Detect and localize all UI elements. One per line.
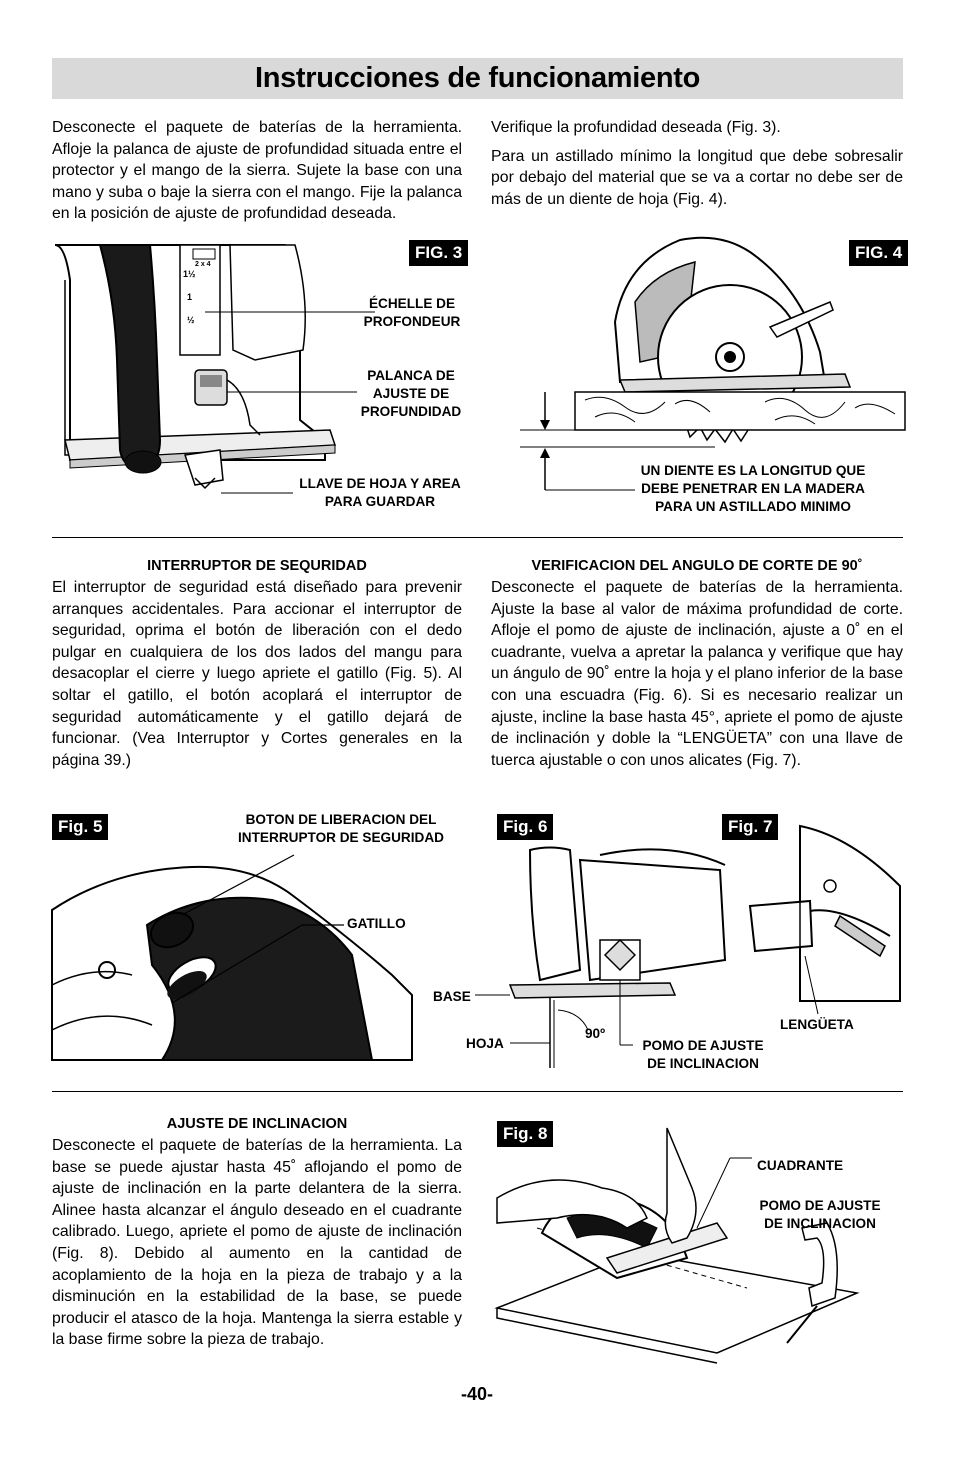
fig4-tag: FIG. 4 bbox=[849, 240, 908, 266]
fig6-tag: Fig. 6 bbox=[497, 814, 553, 840]
fig8-tag: Fig. 8 bbox=[497, 1121, 553, 1147]
fig5-label-release: BOTON DE LIBERACION DEL INTERRUPTOR DE SEGURIDAD bbox=[238, 812, 444, 845]
page-title: Instrucciones de funcionamiento bbox=[254, 62, 701, 94]
scale-mark-2x4: 2 x 4 bbox=[195, 261, 211, 268]
intro-right-paragraph-2: Para un astillado mínimo la longitud que debe sobresalir por debajo del material que se va a cortar no debe ser de más de un diente de hoja (Fig. 4). bbox=[491, 147, 903, 208]
fig3-scale-marks bbox=[159, 260, 211, 325]
fig7-label-tab: LENGÜETA bbox=[780, 1017, 854, 1032]
fig3-tag: FIG. 3 bbox=[409, 240, 468, 266]
fig5-label-trigger: GATILLO bbox=[347, 916, 406, 931]
fig4-illustration bbox=[515, 232, 905, 492]
intro-right-text bbox=[491, 117, 903, 210]
title-bar bbox=[52, 58, 903, 99]
safety-heading: INTERRUPTOR DE SEQURIDAD bbox=[147, 558, 367, 574]
safety-body: El interruptor de seguridad está diseñado para prevenir arranques accidentales. Para accionar el interruptor de seguridad, oprima el botón de liberación con el dedo pulgar en cualquiera de los dos lados del mangu para desacoplar el cierre y luego apriete el gatillo (Fig. 5). Al soltar el gatillo, el botón acoplará el interruptor de seguridad automáticamente y el gatillo dejará de funcionar. (Vea Interruptor y Cortes generales en la página 39.) bbox=[52, 579, 462, 769]
fig3-label-key: LLAVE DE HOJA Y AREA PARA GUARDAR bbox=[299, 476, 461, 509]
intro-left-text bbox=[52, 117, 462, 225]
page-number: -40- bbox=[460, 1384, 493, 1404]
fig7-illustration bbox=[740, 826, 905, 1016]
scale-mark-1-half: 1½ bbox=[183, 269, 196, 279]
fig7-tag: Fig. 7 bbox=[722, 814, 778, 840]
verify-body: Desconecte el paquete de baterías de la herramienta. Ajuste la base al valor de máxima profundidad de corte. Afloje el pomo de ajuste de inclinación, ajuste a 0˚ en el cuadrante, vuelva a apretar la palanca y verifique que hay un ángulo de 90˚ entre la hoja y el plano inferior de la base con una escuadra (Fig. 6). Si es necesario realizar un ajuste, incline la base hasta 45°, apriete el pomo de ajuste de inclinación y doble la “LENGÜETA” con una llave de tuerca ajustable o con unos alicates (Fig. 7). bbox=[491, 579, 903, 769]
intro-left-paragraph: Desconecte el paquete de baterías de la herramienta. Afloje la palanca de ajuste de profundidad situada entre el protector y el mango de la sierra. Sujete la base con una mano y suba o baje la sierra con el mango. Fije la palanca en la posición de ajuste de profundidad deseada. bbox=[52, 119, 462, 223]
section-divider bbox=[52, 537, 903, 538]
fig8-label-quadrant: CUADRANTE bbox=[757, 1158, 844, 1173]
fig6-label-angle: 90º bbox=[585, 1026, 606, 1041]
fig6-label-blade: HOJA bbox=[466, 1036, 504, 1051]
section-divider bbox=[52, 1091, 903, 1092]
scale-mark-1: 1 bbox=[187, 292, 193, 302]
fig4-caption: UN DIENTE ES LA LONGITUD QUE DEBE PENETRAR EN LA MADERA PARA UN ASTILLADO MINIMO bbox=[640, 463, 866, 514]
scale-mark-half: ½ bbox=[187, 315, 195, 325]
fig3-label-scale: ÉCHELLE DE PROFONDEUR bbox=[363, 296, 461, 329]
fig5-illustration bbox=[52, 855, 472, 1065]
intro-right-paragraph-1: Verifique la profundidad deseada (Fig. 3). bbox=[491, 119, 781, 136]
bevel-body: Desconecte el paquete de baterías de la herramienta. La base se puede ajustar hasta 45˚ aflojando el pomo de ajuste de inclinación en la parte delantera de la sierra. Alinee hasta alcanzar el ángulo deseado en el cuadrante calibrado. Luego, apriete el pomo de ajuste de inclinación (Fig. 8). Debido al aumento en la cantidad de acoplamiento de la hoja en la pieza de trabajo y a la disminución en la estabilidad de la base, se puede producir el atasco de la hoja. Mantenga la sierra estable y la base firme sobre la pieza de trabajo. bbox=[52, 1137, 462, 1349]
fig5-tag: Fig. 5 bbox=[52, 814, 108, 840]
fig6-label-knob: POMO DE AJUSTE DE INCLINACION bbox=[642, 1038, 764, 1071]
verify-heading: VERIFICACION DEL ANGULO DE CORTE DE 90˚ bbox=[531, 558, 863, 574]
fig3-label-lever: PALANCA DE AJUSTE DE PROFUNDIDAD bbox=[360, 368, 462, 419]
bevel-heading: AJUSTE DE INCLINACION bbox=[166, 1116, 348, 1132]
fig6-label-base: BASE bbox=[433, 989, 471, 1004]
fig8-label-knob: POMO DE AJUSTE DE INCLINACION bbox=[759, 1198, 881, 1231]
